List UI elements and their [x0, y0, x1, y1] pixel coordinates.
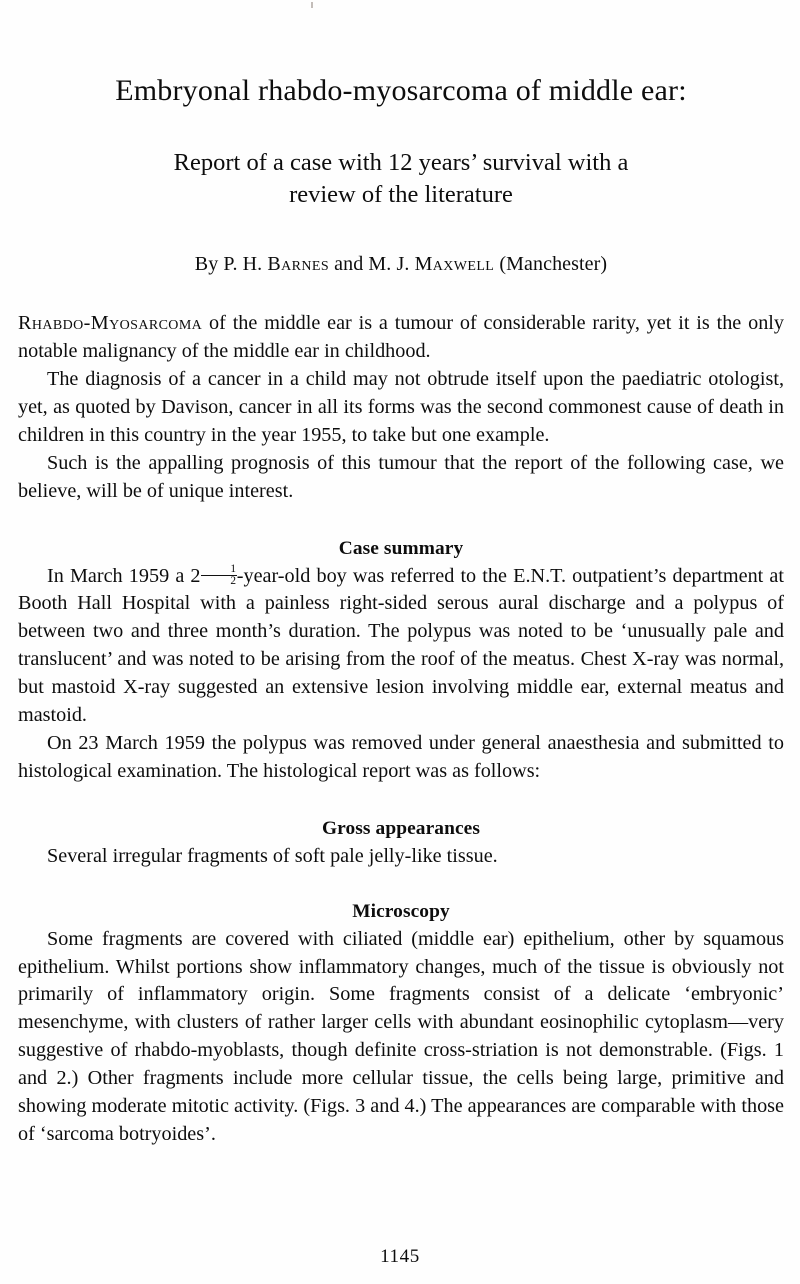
page-title: Embryonal rhabdo-myosarcoma of middle ear: — [115, 74, 687, 107]
intro-paragraph-1-text: of the middle ear is a tumour of considerable rarity, yet it is the only notable malignancy of the middle ear in childhood. — [18, 312, 784, 363]
intro-paragraph-3: Such is the appalling prognosis of this tumour that the report of the following case, we believe, will be of unique interest. — [18, 451, 784, 502]
byline-conjunction: and M. J. — [329, 253, 415, 276]
byline-affiliation: (Manchester) — [494, 253, 608, 276]
byline-prefix: By P. H. — [194, 253, 268, 276]
page-number: 1145 — [380, 1246, 420, 1267]
author-one-surname: Barnes — [267, 253, 330, 276]
spacer — [18, 871, 784, 901]
fraction-one-half — [201, 564, 237, 586]
fraction-denominator: 2 — [230, 574, 236, 587]
section-heading-case-summary: Case summary — [338, 537, 464, 559]
section-heading-microscopy: Microscopy — [352, 900, 450, 922]
section-heading-gross-appearances: Gross appearances — [321, 817, 481, 839]
case-summary-text-b: -year-old boy was referred to the E.N.T. outpatient’s department at Booth Hall Hospital with a painless right-sided serous aural discharge and a polypus of between two and three month’s duration. The polypus was noted to be ‘unusually pale and translucent’ and was noted to be arising from the roof of the meatus. Chest X-ray was normal, but mastoid X-ray suggested an extensive lesion involving middle ear, external meatus and mastoid. — [18, 564, 785, 727]
case-summary-text-a: In March 1959 a 2 — [47, 564, 201, 587]
byline — [18, 253, 784, 276]
opening-small-caps: Rhabdo-Myosarcoma — [18, 312, 203, 335]
microscopy-paragraph-1: Some fragments are covered with ciliated (middle ear) epithelium, other by squamous epithelium. Whilst portions show inflammatory changes, much of the tissue is obviously not primarily of inflammatory origin. Some fragments consist of a delicate ‘embryonic’ mesenchyme, with clusters of rather larger cells with abundant eosinophilic cytoplasm—very suggestive of rhabdo-myoblasts, though definite cross-striation is not demonstrable. (Figs. 1 and 2.) Other fragments include more cellular tissue, the cells being large, primitive and showing moderate mitotic activity. (Figs. 3 and 4.) The appearances are comparable with those of ‘sarcoma botryoides’. — [18, 927, 784, 1145]
article-body — [18, 310, 784, 1149]
author-two-surname: Maxwell — [414, 253, 495, 276]
spacer — [18, 786, 784, 818]
subtitle-line-1: Report of a case with 12 years’ survival with a — [173, 148, 629, 176]
page-subtitle — [52, 147, 750, 212]
intro-paragraph-2: The diagnosis of a cancer in a child may not obtrude itself upon the paediatric otologist, yet, as quoted by Davison, cancer in all its forms was the second commonest cause of death in children in this country in the year 1955, to take but one example. — [18, 367, 784, 446]
fraction-numerator: 1 — [201, 564, 237, 576]
subtitle-line-2: review of the literature — [289, 180, 513, 208]
spacer — [18, 506, 784, 538]
gross-appearances-paragraph-1: Several irregular fragments of soft pale jelly-like tissue. — [47, 844, 498, 867]
case-summary-paragraph-1 — [18, 563, 784, 730]
page-content — [18, 0, 784, 1149]
intro-paragraph-1 — [18, 310, 784, 366]
case-summary-paragraph-2: On 23 March 1959 the polypus was removed under general anaesthesia and submitted to histological examination. The histological report was as follows: — [18, 731, 784, 782]
